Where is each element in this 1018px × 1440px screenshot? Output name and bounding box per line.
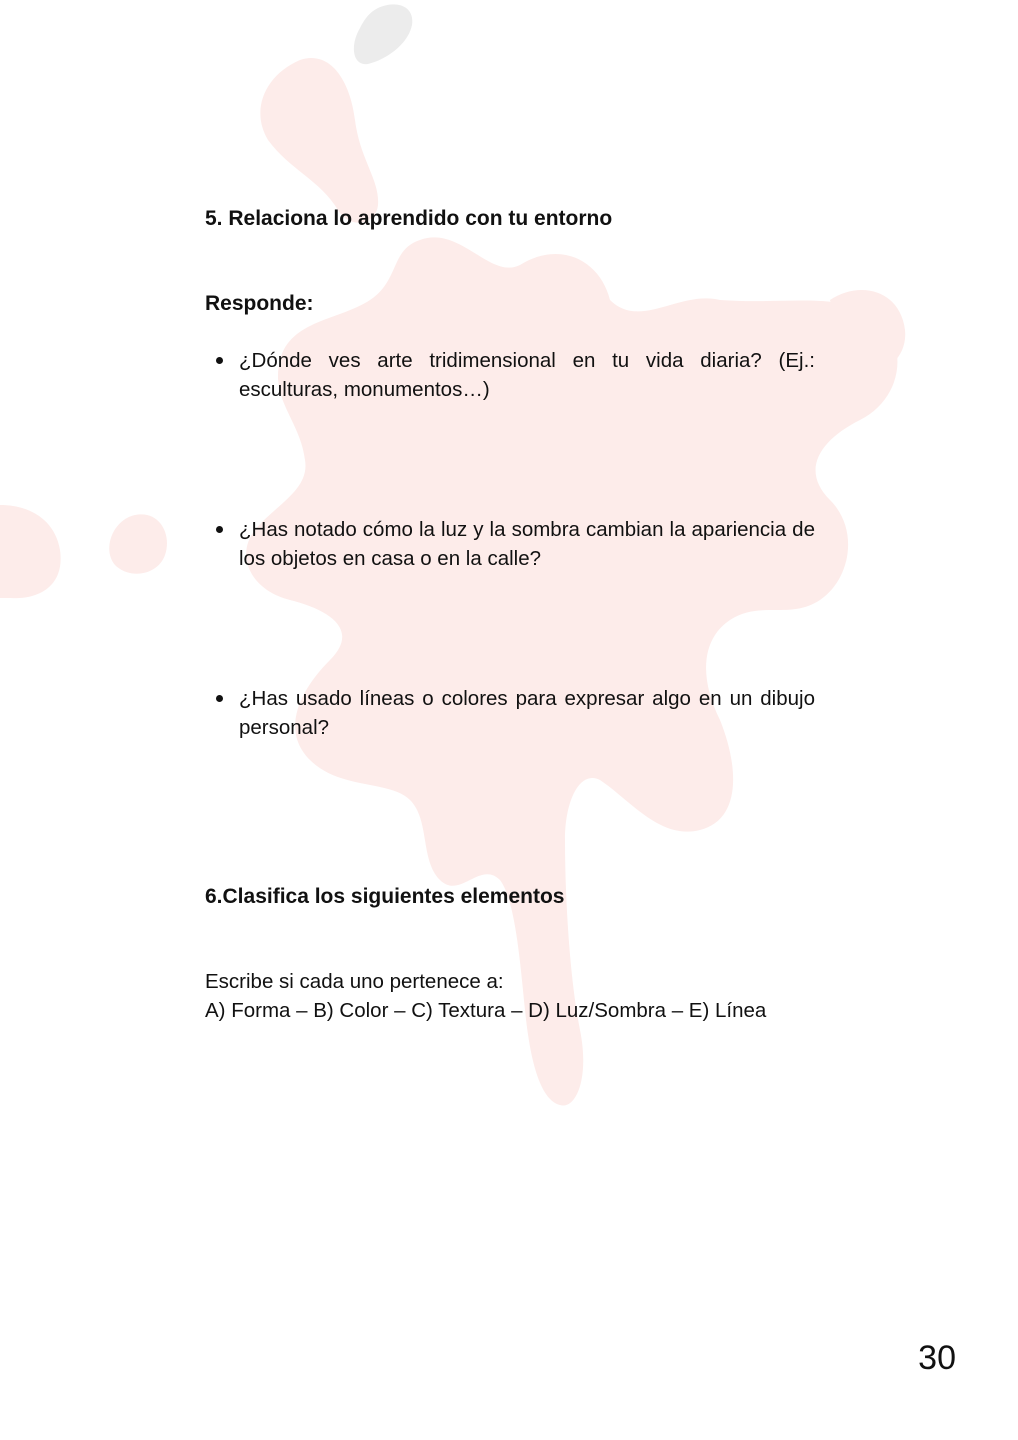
section-5-title: 5. Relaciona lo aprendido con tu entorno (205, 207, 613, 230)
question-text: ¿Has usado líneas o colores para expresar algo en un dibujo personal? (239, 687, 815, 739)
responde-label: Responde: (205, 292, 314, 315)
question-text: ¿Has notado cómo la luz y la sombra cambian la apariencia de los objetos en casa o en la calle? (239, 518, 815, 570)
splash-small-dot (109, 514, 167, 573)
bullet-dot-icon (216, 526, 223, 533)
instruction-line-1: Escribe si cada uno pertenece a: (205, 970, 504, 993)
page-number: 30 (918, 1339, 956, 1377)
splash-left-blob (0, 505, 61, 598)
list-item (205, 684, 815, 742)
question-text: ¿Dónde ves arte tridimensional en tu vida diaria? (Ej.: esculturas, monumentos…) (239, 349, 815, 401)
list-item (205, 515, 815, 573)
bullet-dot-icon (216, 357, 223, 364)
section-6-title: 6.Clasifica los siguientes elementos (205, 885, 565, 908)
page-content (205, 0, 815, 1440)
bullet-dot-icon (216, 695, 223, 702)
instruction-line-2: A) Forma – B) Color – C) Textura – D) Luz/Sombra – E) Línea (205, 999, 767, 1022)
list-item (205, 346, 815, 404)
classification-instructions (205, 967, 815, 1025)
